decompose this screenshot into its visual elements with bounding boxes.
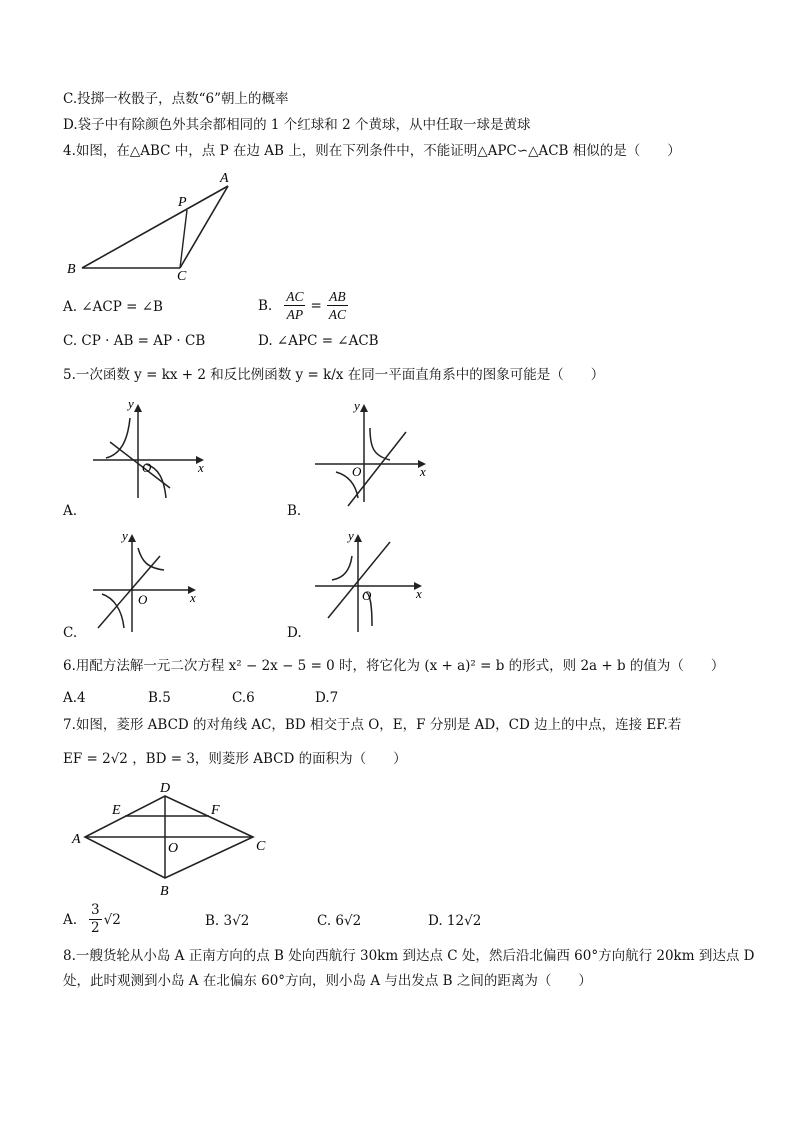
axis-x-label: x [198, 460, 204, 475]
q6-option-d: D.7 [315, 690, 339, 706]
q7-label-a: A [72, 832, 81, 847]
q7-label-b: B [160, 884, 169, 899]
q7-option-d: D. 12√2 [428, 913, 482, 929]
fraction-denominator: AP [286, 307, 304, 322]
axis-x-label: x [416, 586, 422, 601]
q4-option-b [258, 288, 350, 323]
q4-option-c: C. CP · AB = AP · CB [63, 333, 206, 349]
origin-label: O [142, 460, 152, 475]
q8-stem-line2: 处，此时观测到小岛 A 在北偏东 60°方向，则小岛 A 与出发点 B 之间的距离为（ ） [63, 973, 592, 989]
q5-graph-d [310, 528, 435, 638]
q7-option-c: C. 6√2 [317, 913, 362, 929]
axis-y-label: y [354, 398, 360, 413]
q4-fraction-ac-ap [284, 288, 305, 323]
q6-option-a: A.4 [63, 690, 86, 706]
q4-label-c: C [177, 269, 187, 281]
fraction-denominator: 2 [91, 920, 100, 936]
q4-option-d: D. ∠APC = ∠ACB [258, 333, 379, 349]
q3-option-c: C.投掷一枚骰子，点数“6”朝上的概率 [63, 91, 289, 107]
q5-option-c: C. [63, 625, 78, 641]
q7-label-c: C [256, 839, 266, 854]
fraction-denominator: AC [328, 307, 347, 322]
origin-label: O [138, 592, 148, 607]
q7-option-a [63, 902, 121, 937]
q4-label-b: B [67, 262, 76, 277]
origin-label: O [362, 588, 372, 603]
q7-label-e: E [112, 803, 121, 818]
q4-fraction-ab-ac [327, 288, 348, 323]
q6-option-b: B.5 [148, 690, 171, 706]
q4-triangle-figure [62, 166, 242, 281]
q4-label-a: A [220, 171, 229, 186]
q7-fraction-3-2 [89, 902, 102, 937]
q7-stem-line1: 7.如图，菱形 ABCD 的对角线 AC，BD 相交于点 O，E，F 分别是 AD，CD 边上的中点，连接 EF.若 [63, 717, 682, 733]
q5-option-b: B. [287, 503, 302, 519]
axis-y-label: y [348, 528, 354, 543]
radical: √2 [103, 911, 121, 928]
q5-option-a: A. [63, 503, 78, 519]
fraction-numerator: AB [329, 289, 346, 304]
q5-graph-b [310, 398, 435, 508]
q5-option-d: D. [287, 625, 302, 641]
q7-label-o: O [168, 841, 179, 856]
q3-option-d: D.袋子中有除颜色外其余都相同的 1 个红球和 2 个黄球，从中任取一球是黄球 [63, 117, 531, 133]
q6-stem: 6.用配方法解一元二次方程 x² − 2x − 5 = 0 时，将它化为 (x + a)² = b 的形式，则 2a + b 的值为（ ） [63, 658, 725, 674]
equals-sign: = [310, 297, 322, 314]
axis-y-label: y [122, 528, 128, 543]
origin-label: O [352, 464, 362, 479]
q6-option-c: C.6 [232, 690, 255, 706]
q4-option-b-prefix: B. [258, 297, 273, 314]
q7-label-d: D [160, 781, 171, 796]
axis-y-label: y [128, 398, 134, 411]
q7-stem-line2: EF = 2√2 ，BD = 3，则菱形 ABCD 的面积为（ ） [63, 751, 407, 767]
axis-x-label: x [190, 590, 196, 605]
q4-option-a: A. ∠ACP = ∠B [63, 299, 163, 315]
q8-stem-line1: 8.一艘货轮从小岛 A 正南方向的点 B 处向西航行 30km 到达点 C 处，然后沿北偏西 60°方向航行 20km 到达点 D [63, 948, 755, 964]
q7-option-b: B. 3√2 [205, 913, 250, 929]
q7-label-f: F [211, 803, 220, 818]
q5-graph-a [88, 398, 213, 508]
fraction-numerator: AC [286, 289, 304, 304]
fraction-numerator: 3 [91, 902, 100, 918]
q5-stem: 5.一次函数 y = kx + 2 和反比例函数 y = k/x 在同一平面直角系中的图象可能是（ ） [63, 367, 605, 383]
q5-graph-c [88, 528, 213, 638]
q4-stem: 4.如图，在△ABC 中，点 P 在边 AB 上，则在下列条件中，不能证明△APC∽△ACB 相似的是（ ） [63, 143, 681, 159]
q4-label-p: P [178, 195, 187, 210]
q7-option-a-prefix: A. [63, 911, 78, 928]
axis-x-label: x [420, 464, 426, 479]
q7-rhombus-figure [68, 778, 268, 900]
